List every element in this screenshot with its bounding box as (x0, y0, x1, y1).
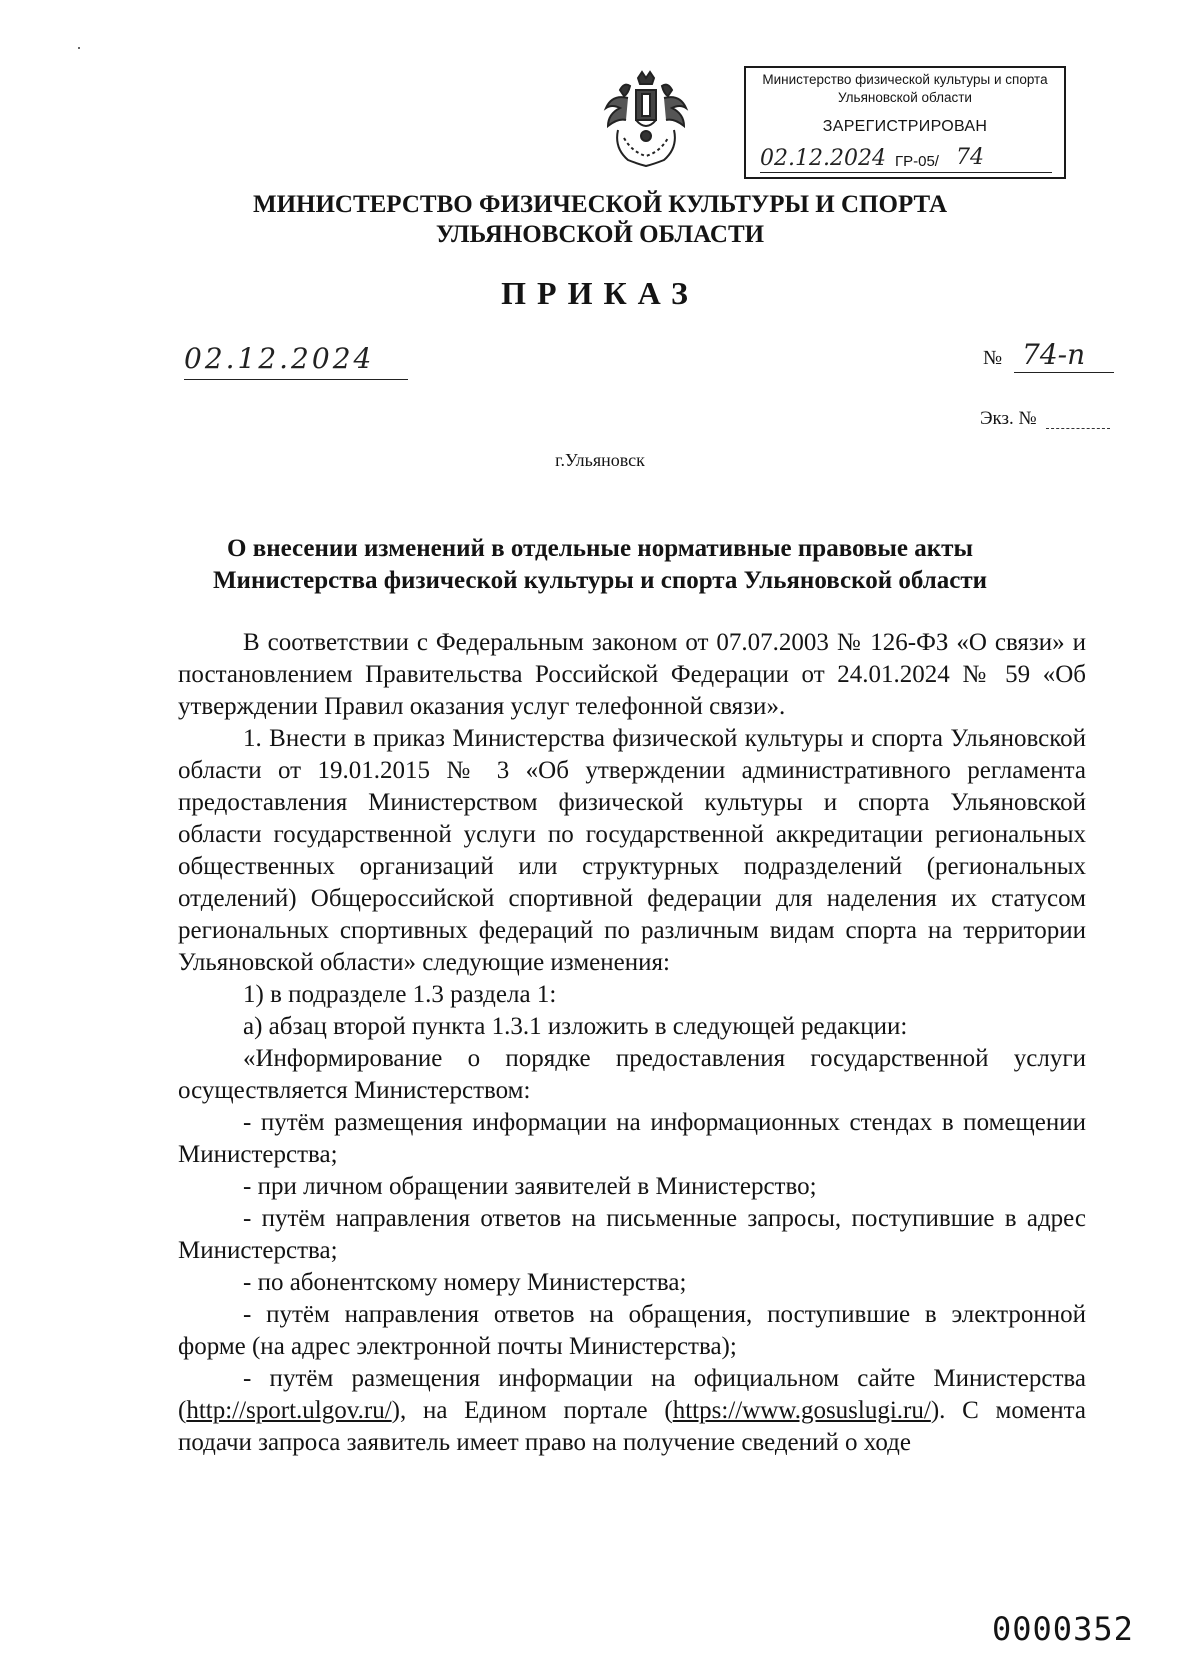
copy-number-label: Экз. № (980, 408, 1037, 429)
body-list-item: - при личном обращении заявителей в Министерство; (243, 1173, 817, 1200)
ministry-header (0, 190, 1200, 250)
stamp-underline (760, 172, 1052, 173)
body-text-segment: ). С момента подачи запроса заявитель имеет право на получение сведений о ходе (178, 1397, 1086, 1456)
order-number-handwritten: 74-п (1022, 338, 1086, 371)
body-list-item: - путём направления ответов на обращения, поступившие в электронной форме (на адрес электронной почты Министерства); (178, 1301, 1086, 1360)
gosuslugi-portal-link[interactable]: https://www.gosuslugi.ru/ (672, 1397, 931, 1424)
stamp-handwritten-date: 02.12.2024 (760, 146, 886, 171)
ministry-website-link[interactable]: http://sport.ulgov.ru/ (186, 1397, 392, 1424)
stamp-status: ЗАРЕГИСТРИРОВАН (822, 118, 988, 135)
stamp-organization-line2: Ульяновской области (838, 90, 972, 105)
coat-of-arms-icon (598, 68, 694, 172)
body-paragraph-item-1: 1. Внести в приказ Министерства физической культуры и спорта Ульяновской области от 19.01.2015 № 3 «Об утверждении административного регламента предоставления Министерством физической культуры и спорта Ульяновской области государственной услуги по государственной аккредитации региональных общественных организаций или структурных подразделений (региональных отделений) Общероссийской спортивной федерации для наделения их статусом региональных спортивных федераций по различным видам спорта на территории Ульяновской области» следующие изменения: (178, 725, 1086, 976)
order-date-underline (184, 379, 408, 380)
order-subject-line2: Министерства физической культуры и спорта Ульяновской области (212, 567, 988, 594)
body-list-item: - путём размещения информации на информационных стендах в помещении Министерства; (178, 1109, 1086, 1168)
registration-stamp (744, 66, 1066, 179)
order-subject-line1: О внесении изменений в отдельные нормативные правовые акты (227, 535, 973, 562)
body-list-item: - по абонентскому номеру Министерства; (243, 1269, 687, 1296)
stamp-number-prefix: ГР-05/ (895, 153, 939, 170)
body-paragraph-subsection: 1) в подразделе 1.3 раздела 1: (243, 981, 557, 1008)
body-paragraph-subitem-a: а) абзац второй пункта 1.3.1 изложить в следующей редакции: (243, 1013, 908, 1040)
ministry-name-line1: МИНИСТЕРСТВО ФИЗИЧЕСКОЙ КУЛЬТУРЫ И СПОРТА (252, 191, 948, 218)
order-subject (150, 533, 1050, 597)
ministry-name-line2: УЛЬЯНОВСКОЙ ОБЛАСТИ (435, 221, 765, 248)
body-text-segment: ), на Едином портале ( (391, 1397, 673, 1424)
document-type-title: ПРИКАЗ (501, 275, 699, 311)
order-number-underline (1014, 372, 1114, 373)
order-date-field (184, 342, 408, 382)
body-paragraph-quote-start: «Информирование о порядке предоставления государственной услуги осуществляется Министерством: (178, 1045, 1086, 1104)
scan-speck (78, 47, 80, 49)
order-date-handwritten: 02.12.2024 (184, 342, 375, 375)
body-text-segment: - путём размещения информации на официальном сайте Министерства ( (178, 1365, 1086, 1424)
document-serial-number: 0000352 (992, 1610, 1134, 1648)
stamp-registration-row (760, 145, 1060, 174)
copy-number-blank (1046, 428, 1110, 429)
city-line: г.Ульяновск (555, 450, 645, 470)
stamp-organization-line1: Министерство физической культуры и спорта (762, 72, 1048, 87)
body-paragraph-preamble: В соответствии с Федеральным законом от 07.07.2003 № 126-ФЗ «О связи» и постановлением Правительства Российской Федерации от 24.01.2024 № 59 «Об утверждении Правил оказания услуг телефонной связи». (178, 629, 1086, 720)
order-number-label: № (983, 347, 1003, 369)
body-list-item-website (178, 1363, 1086, 1459)
order-number-field (1014, 338, 1114, 378)
order-body (178, 627, 1086, 1459)
stamp-handwritten-number: 74 (956, 145, 984, 170)
body-list-item: - путём направления ответов на письменные запросы, поступившие в адрес Министерства; (178, 1205, 1086, 1264)
